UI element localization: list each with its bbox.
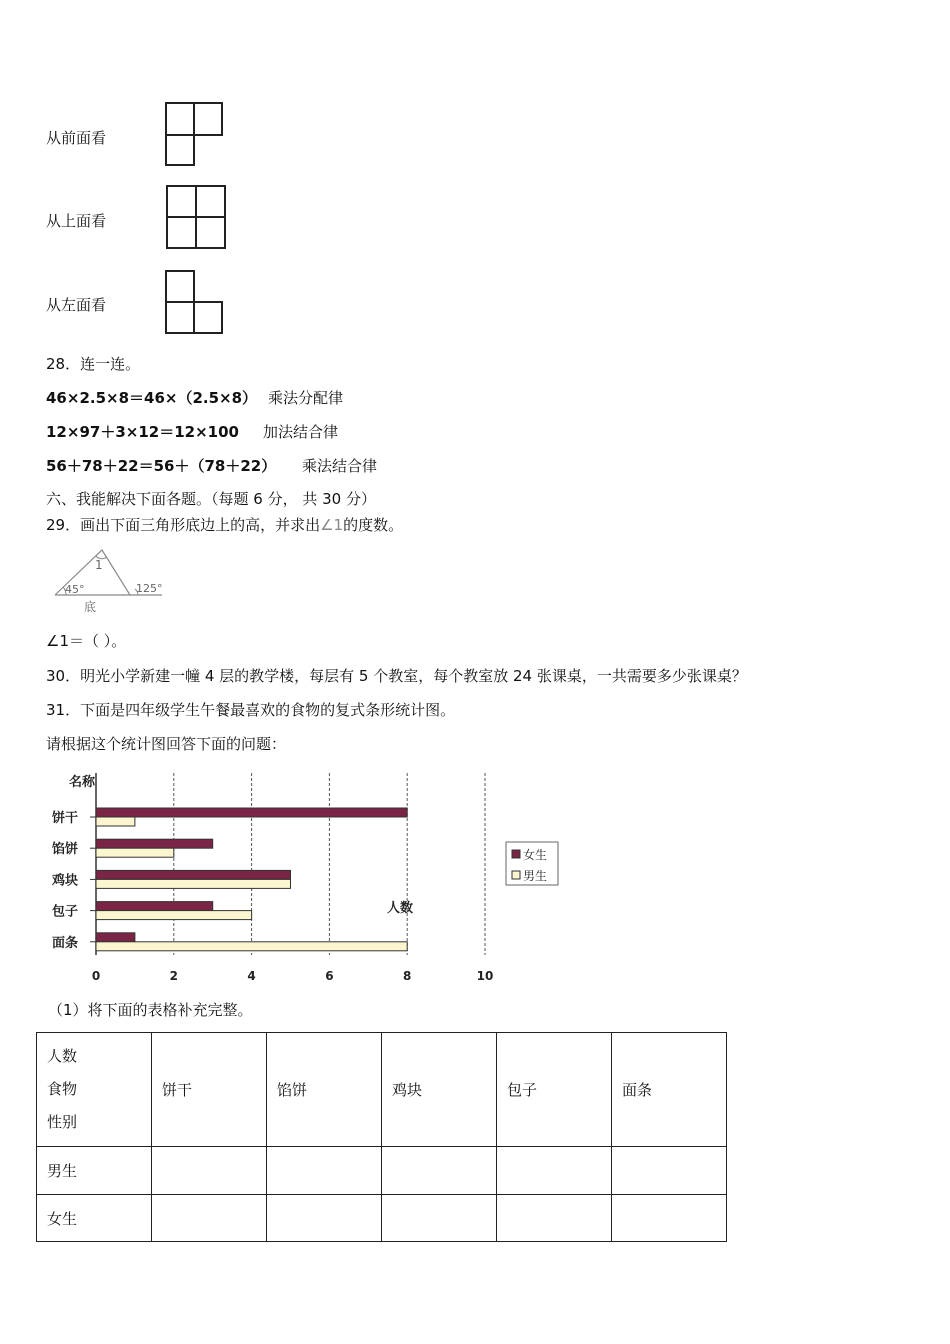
table-cell-input[interactable] <box>497 1147 612 1195</box>
section-6-heading: 六、我能解决下面各题。（每题 6 分， 共 30 分） <box>46 490 376 508</box>
column-header-noodles: 面条 <box>612 1033 727 1147</box>
x-tick-label: 8 <box>403 969 412 983</box>
bar-girls <box>96 933 135 942</box>
angle-1-label: 1 <box>95 558 103 572</box>
table-cell-input[interactable] <box>497 1195 612 1242</box>
row-header-boys: 男生 <box>37 1147 152 1195</box>
row-header-girls: 女生 <box>37 1195 152 1242</box>
x-tick-label: 2 <box>169 969 178 983</box>
table-cell-input[interactable] <box>382 1195 497 1242</box>
legend-label: 女生 <box>523 848 548 862</box>
angle-125-label: 125° <box>136 582 163 595</box>
bar-girls <box>96 902 213 911</box>
label-left-view: 从左面看 <box>46 296 107 314</box>
corner-label-gender: 性别 <box>47 1113 78 1131</box>
x-tick-label: 4 <box>247 969 256 983</box>
q28-title: 28．连一连。 <box>46 355 141 373</box>
triangle-figure <box>50 545 175 617</box>
q28-expr-1: 46×2.5×8＝46×（2.5×8） <box>46 389 258 407</box>
bar-boys <box>96 817 135 826</box>
q28-law-2: 加法结合律 <box>263 423 339 441</box>
x-tick-label: 10 <box>476 969 494 983</box>
table-cell-input[interactable] <box>382 1147 497 1195</box>
q29-angle-symbol: ∠1 <box>320 516 344 534</box>
y-axis-title: 名称 <box>69 775 96 790</box>
bar-boys <box>96 911 252 920</box>
q31-prompt: 请根据这个统计图回答下面的问题： <box>46 735 287 753</box>
corner-label-food: 食物 <box>47 1080 78 1098</box>
table-cell-input[interactable] <box>152 1147 267 1195</box>
label-front-view: 从前面看 <box>46 129 107 147</box>
table-cell-input[interactable] <box>267 1195 382 1242</box>
column-header-nuggets: 鸡块 <box>382 1033 497 1147</box>
q29-text-after: 的度数。 <box>343 516 404 534</box>
q30-text: 30．明光小学新建一幢 4 层的教学楼，每层有 5 个教室，每个教室放 24 张课桌，一共需要多少张课桌？ <box>46 667 747 685</box>
bar-girls <box>96 839 213 848</box>
q29-text <box>46 515 403 535</box>
table-cell-input[interactable] <box>612 1147 727 1195</box>
x-axis-title: 人数 <box>387 901 414 916</box>
legend-swatch <box>512 850 520 858</box>
q31-title: 31．下面是四年级学生午餐最喜欢的食物的复式条形统计图。 <box>46 701 456 719</box>
legend-swatch <box>512 871 520 879</box>
q29-text-before: 29．画出下面三角形底边上的高，并求出 <box>46 516 321 534</box>
column-header-buns: 包子 <box>497 1033 612 1147</box>
column-header-pie: 馅饼 <box>267 1033 382 1147</box>
q28-expr-3: 56＋78＋22＝56＋（78＋22） <box>46 457 277 475</box>
table-corner-cell <box>37 1033 152 1147</box>
base-label: 底 <box>84 600 97 614</box>
bar-chart <box>40 765 570 990</box>
bar-boys <box>96 942 407 951</box>
category-label: 面条 <box>52 935 79 951</box>
x-tick-label: 6 <box>325 969 334 983</box>
category-label: 饼干 <box>52 811 79 826</box>
answer-table <box>36 1032 727 1242</box>
category-label: 馅饼 <box>52 842 79 858</box>
legend-label: 男生 <box>523 869 548 883</box>
bar-boys <box>96 879 291 888</box>
bar-boys <box>96 848 174 857</box>
category-label: 包子 <box>52 904 79 920</box>
angle-45-label: 45° <box>65 583 85 596</box>
label-top-view: 从上面看 <box>46 212 107 230</box>
top-view-figure <box>166 185 226 249</box>
column-header-cookies: 饼干 <box>152 1033 267 1147</box>
q28-expr-2: 12×97＋3×12＝12×100 <box>46 423 239 441</box>
bar-girls <box>96 808 407 817</box>
front-view-figure <box>165 102 223 166</box>
category-label: 鸡块 <box>52 873 79 889</box>
q29-answer: ∠1＝（ ）。 <box>46 632 127 650</box>
q28-law-1: 乘法分配律 <box>268 389 344 407</box>
table-cell-input[interactable] <box>152 1195 267 1242</box>
table-cell-input[interactable] <box>612 1195 727 1242</box>
q31-sub1: （1）将下面的表格补充完整。 <box>48 1001 253 1019</box>
table-cell-input[interactable] <box>267 1147 382 1195</box>
bar-girls <box>96 870 291 879</box>
x-tick-label: 0 <box>91 969 101 983</box>
left-view-figure <box>165 270 223 334</box>
q28-law-3: 乘法结合律 <box>302 457 378 475</box>
corner-label-count: 人数 <box>47 1047 78 1065</box>
